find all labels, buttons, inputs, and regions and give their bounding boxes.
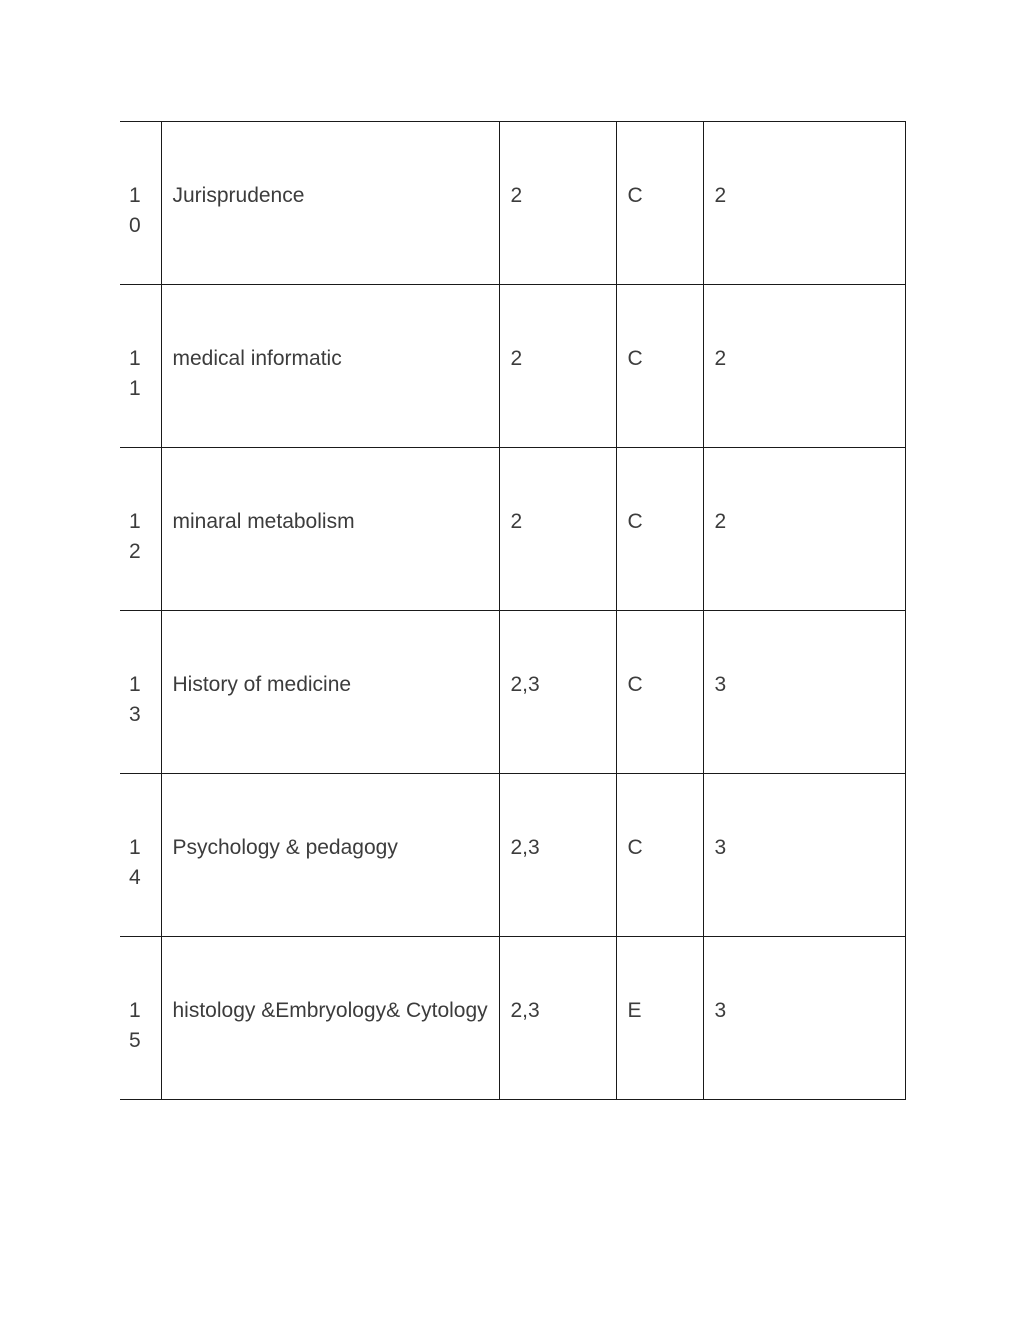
table-row	[120, 774, 905, 937]
row-number: 12	[129, 510, 141, 563]
semester-cell	[499, 611, 616, 774]
credits-cell	[703, 285, 905, 448]
type-cell	[616, 122, 703, 285]
row-number-cell	[120, 611, 161, 774]
row-number: 15	[129, 999, 141, 1052]
type-value: C	[627, 347, 643, 370]
type-value: E	[627, 999, 642, 1022]
table-row	[120, 122, 905, 285]
semester-value: 2	[510, 510, 523, 533]
row-number: 13	[129, 673, 141, 726]
semester-value: 2,3	[510, 836, 540, 859]
credits-cell	[703, 611, 905, 774]
table-row	[120, 611, 905, 774]
credits-value: 2	[714, 510, 727, 533]
subject-cell	[161, 937, 499, 1100]
semester-value: 2,3	[510, 999, 540, 1022]
semester-cell	[499, 937, 616, 1100]
type-cell	[616, 937, 703, 1100]
subject-cell	[161, 285, 499, 448]
credits-value: 3	[714, 999, 727, 1022]
credits-cell	[703, 774, 905, 937]
type-value: C	[627, 673, 643, 696]
table-row	[120, 448, 905, 611]
course-table	[120, 121, 906, 1100]
type-value: C	[627, 510, 643, 533]
type-cell	[616, 285, 703, 448]
semester-value: 2	[510, 347, 523, 370]
credits-cell	[703, 448, 905, 611]
subject-cell	[161, 122, 499, 285]
type-cell	[616, 448, 703, 611]
type-value: C	[627, 184, 643, 207]
row-number: 14	[129, 836, 141, 889]
semester-cell	[499, 774, 616, 937]
subject-cell	[161, 448, 499, 611]
credits-cell	[703, 937, 905, 1100]
semester-value: 2	[510, 184, 523, 207]
semester-cell	[499, 285, 616, 448]
type-cell	[616, 774, 703, 937]
credits-value: 3	[714, 673, 727, 696]
table-row	[120, 285, 905, 448]
subject-name: History of medicine	[172, 673, 352, 696]
subject-name: histology &Embryology& Cytology	[172, 999, 488, 1022]
subject-name: Psychology & pedagogy	[172, 836, 398, 859]
row-number: 11	[129, 347, 141, 400]
credits-value: 2	[714, 184, 727, 207]
type-value: C	[627, 836, 643, 859]
type-cell	[616, 611, 703, 774]
subject-name: Jurisprudence	[172, 184, 305, 207]
row-number-cell	[120, 122, 161, 285]
credits-value: 2	[714, 347, 727, 370]
semester-cell	[499, 448, 616, 611]
row-number: 10	[129, 184, 141, 237]
semester-cell	[499, 122, 616, 285]
row-number-cell	[120, 937, 161, 1100]
row-number-cell	[120, 774, 161, 937]
row-number-cell	[120, 285, 161, 448]
semester-value: 2,3	[510, 673, 540, 696]
table-row	[120, 937, 905, 1100]
subject-cell	[161, 611, 499, 774]
subject-name: minaral metabolism	[172, 510, 355, 533]
subject-name: medical informatic	[172, 347, 342, 370]
credits-cell	[703, 122, 905, 285]
subject-cell	[161, 774, 499, 937]
row-number-cell	[120, 448, 161, 611]
credits-value: 3	[714, 836, 727, 859]
